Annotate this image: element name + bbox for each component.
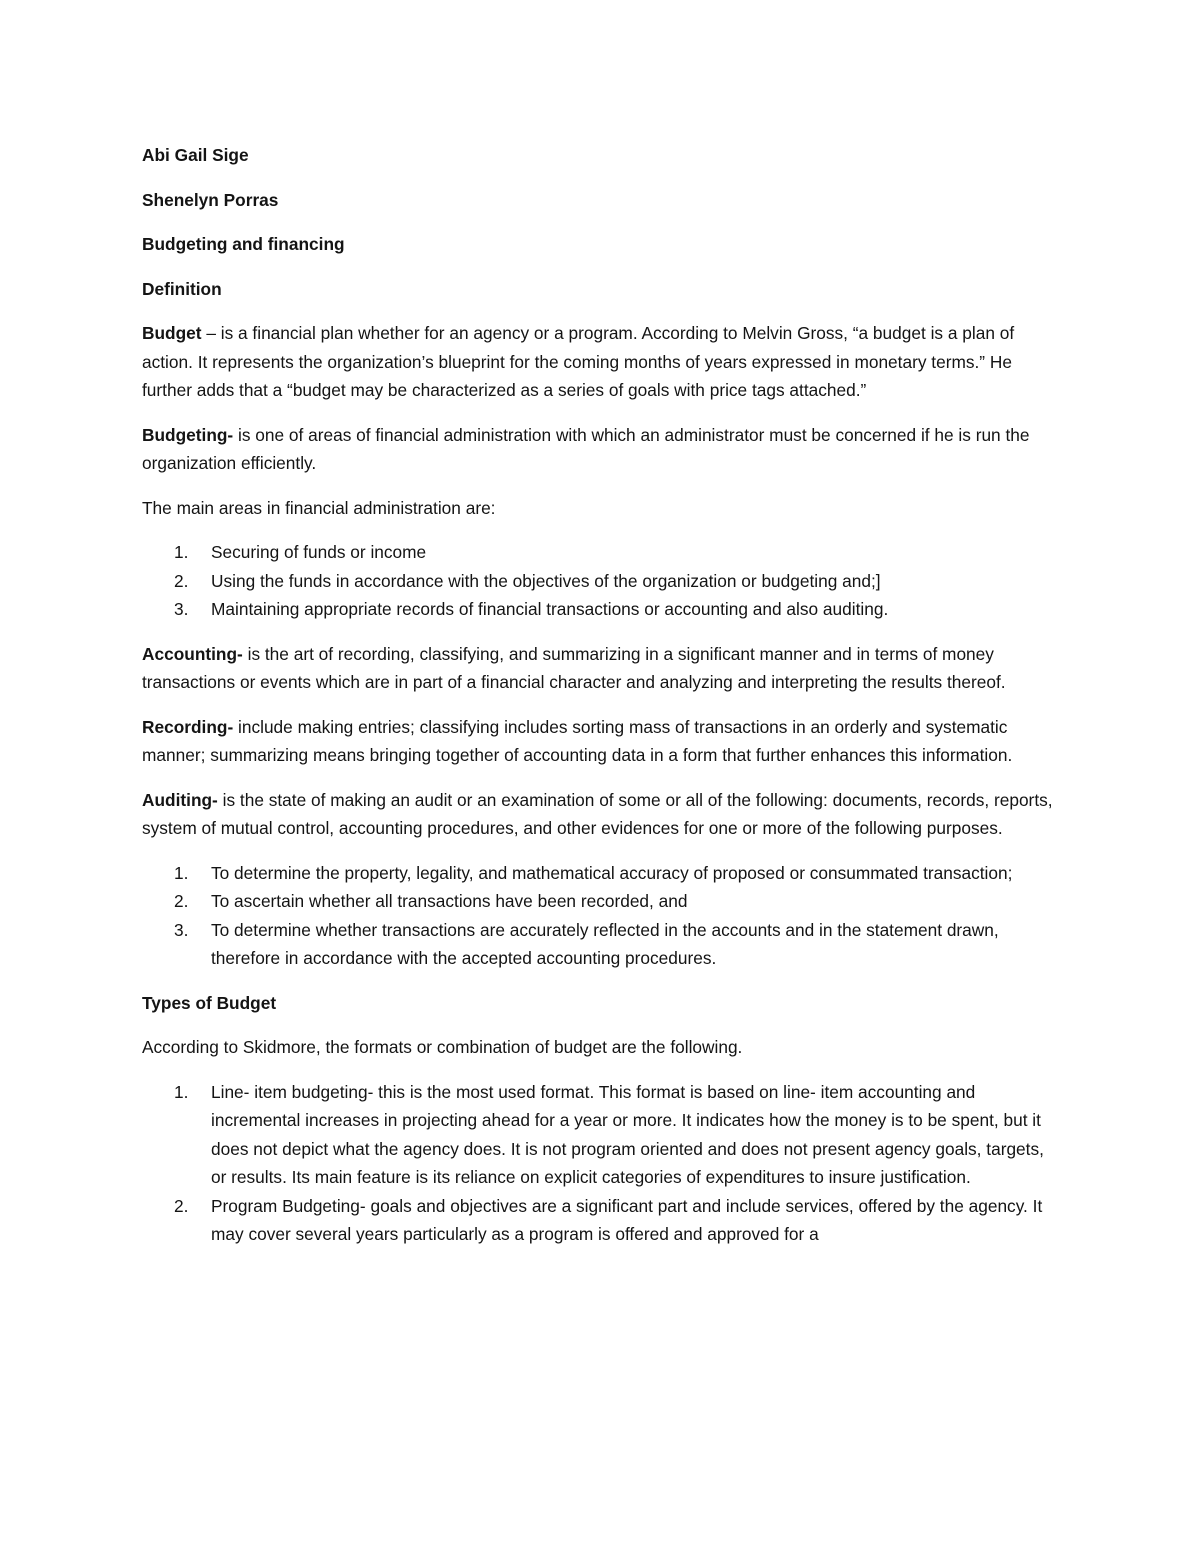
accounting-definition [142, 640, 1062, 697]
list-item [142, 1192, 1062, 1249]
list-item-text: Using the funds in accordance with the objectives of the organization or budgeting and;] [211, 570, 881, 591]
auditing-definition [142, 786, 1062, 843]
budget-definition [142, 319, 1062, 405]
list-item [142, 859, 1062, 888]
list-item [142, 538, 1062, 567]
list-number: 2. [174, 570, 189, 591]
list-item-text: Line- item budgeting- this is the most used format. This format is based on line- item accounting and incremental increases in projecting ahead for a year or more. It indicates how the money is to be spent, but it does not depict what the agency does. It is not program oriented and does not present agency goals, targets, or results. Its main feature is its reliance on explicit categories of expenditures to insure justification. [211, 1081, 1044, 1187]
list-number: 1. [174, 542, 189, 562]
list-item-text: To determine whether transactions are accurately reflected in the accounts and in the statement drawn, therefore in accordance with the accepted accounting procedures. [211, 919, 999, 968]
list-item-text: To determine the property, legality, and mathematical accuracy of proposed or consummated transaction; [211, 862, 1013, 883]
list-item-text: To ascertain whether all transactions have been recorded, and [211, 891, 688, 911]
budgeting-text: is one of areas of financial administration with which an administrator must be concerned if he is run the organization efficiently. [142, 424, 1030, 473]
main-areas-list [142, 538, 1062, 624]
document-body [142, 141, 1062, 1265]
recording-term: Recording- [142, 716, 234, 737]
list-number: 2. [174, 1195, 189, 1216]
list-item [142, 595, 1062, 624]
budget-text: – is a financial plan whether for an agency or a program. According to Melvin Gross, “a budget is a plan of action. It represents the organization’s blueprint for the coming months of years expressed in monetary terms.” He further adds that a “budget may be characterized as a series of goals with price tags attached.” [142, 323, 1015, 400]
budget-term: Budget [142, 323, 202, 343]
accounting-term: Accounting- [142, 643, 243, 664]
list-item-text: Securing of funds or income [211, 542, 427, 562]
list-item [142, 567, 1062, 596]
list-item [142, 1078, 1062, 1192]
auditing-text: is the state of making an audit or an examination of some or all of the following: documents, records, reports, system of mutual control, accounting procedures, and other evidences for one or more of the following purposes. [142, 789, 1053, 838]
types-intro: According to Skidmore, the formats or combination of budget are the following. [142, 1037, 743, 1057]
list-item-text: Maintaining appropriate records of financial transactions or accounting and also auditing. [211, 599, 889, 619]
recording-text: include making entries; classifying includes sorting mass of transactions in an orderly and systematic manner; summarizing means bringing together of accounting data in a form that further enhances this information. [142, 716, 1013, 765]
list-item [142, 916, 1062, 973]
accounting-text: is the art of recording, classifying, and summarizing in a significant manner and in terms of money transactions or events which are in part of a financial character and analyzing and interpreting the results thereof. [142, 643, 1006, 692]
list-number: 3. [174, 919, 189, 940]
budget-types-list [142, 1078, 1062, 1249]
list-number: 1. [174, 862, 189, 883]
budgeting-definition [142, 421, 1062, 478]
budgeting-term: Budgeting- [142, 424, 234, 445]
author-name-1: Abi Gail Sige [142, 145, 249, 165]
list-number: 1. [174, 1081, 189, 1102]
list-number: 2. [174, 891, 189, 911]
section-heading-types: Types of Budget [142, 992, 277, 1013]
list-number: 3. [174, 599, 189, 619]
auditing-purposes-list [142, 859, 1062, 973]
list-item [142, 887, 1062, 916]
subject-title: Budgeting and financing [142, 234, 345, 254]
recording-definition [142, 713, 1062, 770]
main-areas-intro: The main areas in financial administration are: [142, 497, 496, 518]
author-name-2: Shenelyn Porras [142, 189, 279, 210]
list-item-text: Program Budgeting- goals and objectives are a significant part and include services, offered by the agency. It may cover several years particularly as a program is offered and approved for a [211, 1195, 1043, 1244]
auditing-term: Auditing- [142, 789, 218, 810]
section-heading-definition: Definition [142, 278, 222, 299]
